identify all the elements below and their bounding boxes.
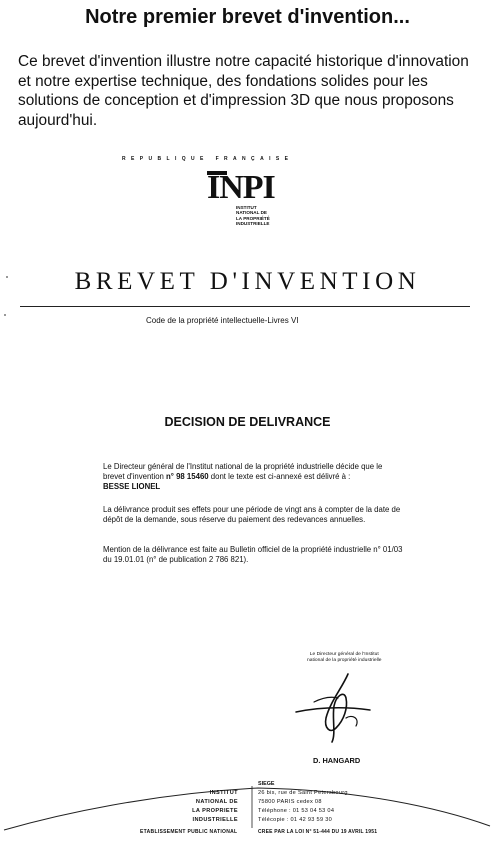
inpi-caption-line: INSTITUT <box>236 205 257 210</box>
signature-caption-line-1: Le Directeur général de l'Institut <box>309 652 379 657</box>
signatory-name: D. HANGARD <box>313 756 361 765</box>
footer-law-reference: CREE PAR LA LOI N° 51-444 DU 19 AVRIL 1951 <box>258 829 378 835</box>
footer-left-line: NATIONAL DE <box>195 799 238 805</box>
footer-address-line: 26 bis, rue de Saint Petersbourg <box>258 790 348 796</box>
p1-text-a: Le Directeur général de l'Institut national de la propriété industrielle décide que le brevet d'invention <box>103 462 383 481</box>
footer-left-line: INSTITUT <box>209 790 238 796</box>
scan-speck <box>6 276 8 278</box>
inpi-caption-line: INDUSTRIELLE <box>236 221 270 227</box>
inpi-logo-caption <box>236 205 270 227</box>
footer-arc <box>0 782 495 832</box>
handwritten-signature <box>286 668 376 748</box>
title-rule <box>20 306 470 307</box>
scan-speck <box>4 314 6 316</box>
republique-francaise-label: REPUBLIQUE FRANÇAISE <box>122 156 294 162</box>
footer-left-line: LA PROPRIETE <box>192 808 238 814</box>
footer-fax-line: Télécopie : 01 42 93 59 30 <box>258 817 333 823</box>
inpi-logo-word: INPI <box>207 169 275 206</box>
patent-holder: BESSE LIONEL <box>103 482 161 491</box>
inpi-caption-line: LA PROPRIÉTÉ <box>236 215 270 221</box>
signature-caption <box>307 652 382 664</box>
code-reference: Code de la propriété intellectuelle-Livres VI <box>146 316 299 325</box>
inpi-caption-line: NATIONAL DE <box>236 210 267 216</box>
decision-paragraph-2: La délivrance produit ses effets pour une période de vingt ans à compter de la date de dépôt de la demande, sous réserve du paiement des redevances annuelles. <box>103 505 401 524</box>
signature-caption-line-2: national de la propriété industrielle <box>307 658 382 663</box>
siege-label: SIEGE <box>258 781 275 787</box>
footer-establishment: ETABLISSEMENT PUBLIC NATIONAL <box>140 829 238 835</box>
decision-heading: DECISION DE DELIVRANCE <box>164 415 331 429</box>
decision-paragraph-3: Mention de la délivrance est faite au Bulletin officiel de la propriété industrielle n° 01/03 du 19.01.01 (n° de publication 2 786 821). <box>103 545 403 564</box>
decision-paragraph-1 <box>103 462 403 492</box>
patent-number: n° 98 15460 <box>166 472 209 481</box>
intro-paragraph: Ce brevet d'invention illustre notre capacité historique d'innovation et notre expertise technique, des fondations solides pour les solutions de conception et d'impression 3D que nous proposons aujourd'hui. <box>18 53 469 129</box>
p1-text-b: dont le texte est ci-annexé est délivré à : <box>210 472 351 481</box>
footer-left-line: INDUSTRIELLE <box>192 817 238 823</box>
certificate-title: BREVET D'INVENTION <box>74 268 421 295</box>
page-headline: Notre premier brevet d'invention... <box>85 6 410 28</box>
footer-address-line: 75800 PARIS cedex 08 <box>258 799 322 805</box>
footer-phone-line: Téléphone : 01 53 04 53 04 <box>258 808 335 814</box>
